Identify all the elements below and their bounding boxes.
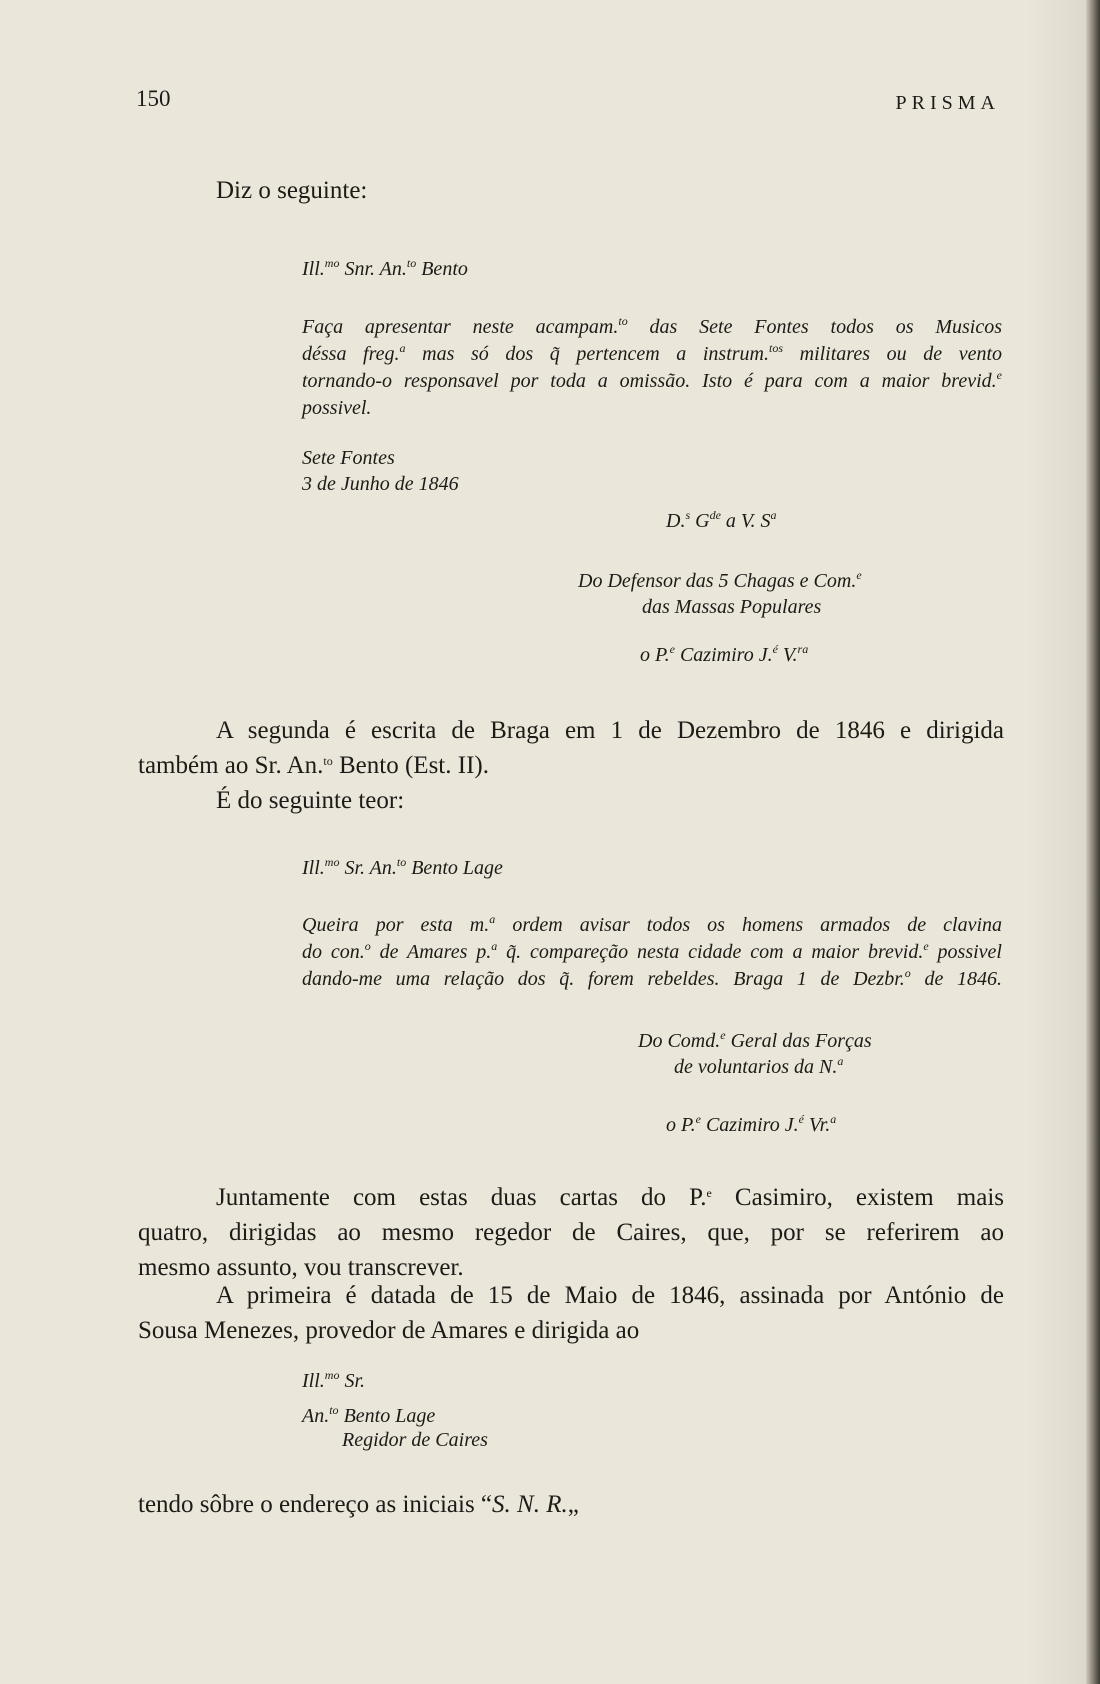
letter1-line: déssa freg.$^a$ mas só dos q̃ pertencem a instrum.$^{tos}$ militares ou de vento xyxy=(302,341,1003,365)
letter1-body xyxy=(302,314,1002,422)
paragraph xyxy=(138,713,1004,818)
page-edge xyxy=(1086,0,1100,1684)
paragraph-line: quatro, dirigidas ao mesmo regedor de Caires, que, por se referirem ao xyxy=(138,1219,1004,1246)
letter2-salutation: Ill.$^{mo}$ Sr. An.$^{to}$ Bento Lage xyxy=(302,855,503,879)
page-number: 150 xyxy=(136,86,171,111)
paragraph-line: Juntamente com estas duas cartas do P.$^e$ Casimiro, existem mais xyxy=(216,1184,1004,1211)
address-line: Ill.$^{mo}$ Sr. xyxy=(302,1368,366,1392)
letter1-line: tornando-o responsavel por toda a omissão. Isto é para com a maior brevid.$^e$ xyxy=(302,368,1002,392)
paragraph xyxy=(138,1180,1004,1285)
letter2-signature-line: Do Comd.$^e$ Geral das Forças xyxy=(638,1028,872,1052)
letter1-line: Faça apresentar neste acampam.$^{to}$ das Sete Fontes todos os Musicos xyxy=(302,314,1002,338)
letter1-line: possivel. xyxy=(302,397,372,419)
page-shadow xyxy=(1026,0,1086,1684)
closing-line: tendo sôbre o endereço as iniciais “S. N. R.„ xyxy=(138,1491,579,1518)
letter2-line: Queira por esta m.$^a$ ordem avisar todos os homens armados de clavina xyxy=(302,912,1003,936)
paragraph xyxy=(138,1278,1004,1348)
address-line: An.$^{to}$ Bento Lage xyxy=(302,1403,436,1427)
letter2-signature-line: de voluntarios da N.$^a$ xyxy=(674,1054,844,1078)
paragraph-line: A primeira é datada de 15 de Maio de 1846, assinada por António de xyxy=(216,1282,1004,1309)
letter1-signature: o P.$^e$ Cazimiro J.$^é$ V.$^{ra}$ xyxy=(640,642,809,666)
paragraph-line: Sousa Menezes, provedor de Amares e dirigida ao xyxy=(138,1317,640,1344)
letter1-salutation: Ill.$^{mo}$ Snr. An.$^{to}$ Bento xyxy=(302,256,468,280)
letter1-date: 3 de Junho de 1846 xyxy=(302,473,459,495)
paragraph-line: A segunda é escrita de Braga em 1 de Dezembro de 1846 e dirigida xyxy=(216,717,1004,744)
address-line: Regidor de Caires xyxy=(342,1429,488,1451)
letter2-line: dando-me uma relação dos q̃. forem rebeldes. Braga 1 de Dezbr.$^o$ de 1846. xyxy=(302,966,1002,990)
paragraph-line: também ao Sr. An.$^{to}$ Bento (Est. II). xyxy=(138,752,489,779)
letter2-signature: o P.$^e$ Cazimiro J.$^é$ Vr.$^a$ xyxy=(666,1112,837,1136)
letter1-closing: D.$^s$ $G^{de}$ a V. $S^a$ xyxy=(666,508,777,532)
letter2-line: do con.$^o$ de Amares p.$^a$ q̃. compareção nesta cidade com a maior brevid.$^e$ possivel xyxy=(302,939,1002,963)
letter1-place: Sete Fontes xyxy=(302,447,395,469)
letter1-signature-line: Do Defensor das 5 Chagas e Com.$^e$ xyxy=(578,568,862,592)
letter1-signature-line: das Massas Populares xyxy=(642,596,822,618)
letter2-body xyxy=(302,912,1002,993)
intro-text: Diz o seguinte: xyxy=(216,177,368,204)
running-title: PRISMA xyxy=(895,92,1000,114)
paragraph-line: mesmo assunto, vou transcrever. xyxy=(138,1254,464,1281)
paragraph-line: É do seguinte teor: xyxy=(216,787,405,814)
